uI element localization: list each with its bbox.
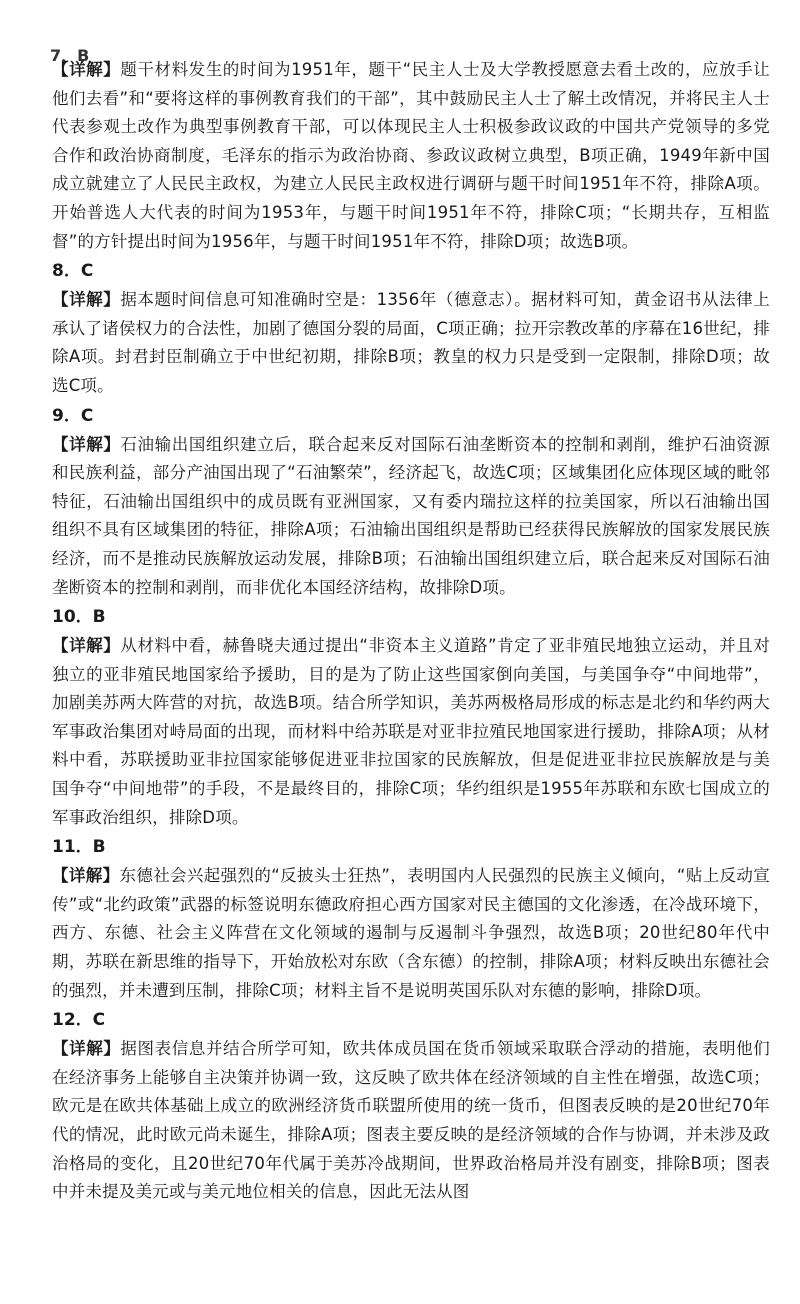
answer-item-11 bbox=[52, 832, 770, 1005]
answer-item-10 bbox=[52, 602, 770, 832]
answer-item-9 bbox=[52, 401, 770, 603]
explanation-paragraph bbox=[52, 286, 770, 400]
answer-item-12 bbox=[52, 1005, 770, 1207]
explanation-text: 东德社会兴起强烈的“反披头士狂热”，表明国内人民强烈的民族主义倾向，“贴上反动宣传”或“北约政策”武器的标签说明东德政府担心西方国家对民主德国的文化渗透，在冷战环境下，西方、东德、社会主义阵营在文化领域的遏制与反遏制斗争强烈，故选B项；20世纪80年代中期，苏联在新思维的指导下，开始放松对东欧（含东德）的控制，排除A项；材料反映出东德社会的强烈，并未遭到压制，排除C项；材料主旨不是说明英国乐队对东德的影响，排除D项。 bbox=[52, 866, 770, 1000]
answer-item-7 bbox=[52, 56, 770, 256]
explanation-tag: 【详解】 bbox=[52, 636, 121, 656]
explanation-paragraph bbox=[52, 56, 770, 256]
answer-item-8 bbox=[52, 256, 770, 400]
question-number: 8．C bbox=[52, 261, 94, 282]
explanation-paragraph bbox=[52, 862, 770, 1005]
explanation-text: 据本题时间信息可知准确时空是：1356年（德意志）。据材料可知，黄金诏书从法律上承认了诸侯权力的合法性，加剧了德国分裂的局面，C项正确；拉开宗教改革的序幕在16世纪，排除A项。封君封臣制确立于中世纪初期，排除B项；教皇的权力只是受到一定限制，排除D项；故选C项。 bbox=[52, 290, 770, 395]
explanation-tag: 【详解】 bbox=[52, 290, 121, 310]
question-number: 11．B bbox=[52, 837, 106, 858]
question-number: 9．C bbox=[52, 405, 94, 426]
explanation-text: 题干材料发生的时间为1951年，题干“民主人士及大学教授愿意去看土改的，应放手让他们去看”和“要将这样的事例教育我们的干部”，其中鼓励民主人士了解土改情况，并将民主人士代表参观土改作为典型事例教育干部，可以体现民主人士积极参政议政的中国共产党领导的多党合作和政治协商制度，毛泽东的指示为政治协商、参政议政树立典型，B项正确，1949年新中国成立就建立了人民民主政权，为建立人民民主政权进行调研与题干时间1951年不符，排除A项。开始普选人大代表的时间为1953年，与题干时间1951年不符，排除C项；“长期共存，互相监督”的方针提出时间为1956年，与题干时间1951年不符，排除D项；故选B项。 bbox=[52, 60, 770, 251]
explanation-tag: 【详解】 bbox=[52, 434, 121, 454]
explanation-text: 石油输出国组织建立后，联合起来反对国际石油垄断资本的控制和剥削，维护石油资源和民族利益，部分产油国出现了“石油繁荣”，经济起飞，故选C项；区域集团化应体现区域的毗邻特征，石油输出国组织中的成员既有亚洲国家，又有委内瑞拉这样的拉美国家，所以石油输出国组织不具有区域集团的特征，排除A项；石油输出国组织是帮助已经获得民族解放的国家发展民族经济，而不是推动民族解放运动发展，排除B项；石油输出国组织建立后，联合起来反对国际石油垄断资本的控制和剥削，而非优化本国经济结构，故排除D项。 bbox=[52, 434, 770, 597]
question-number: 10．B bbox=[52, 607, 106, 628]
question-number-fragment: 7．B bbox=[50, 46, 90, 65]
explanation-tag: 【详解】 bbox=[52, 1039, 121, 1059]
explanation-paragraph bbox=[52, 431, 770, 603]
explanation-text: 从材料中看，赫鲁晓夫通过提出“非资本主义道路”肯定了亚非殖民地独立运动，并且对独立的亚非殖民地国家给予援助，目的是为了防止这些国家倒向美国，与美国争夺“中间地带”，加剧美苏两大阵营的对抗，故选B项。结合所学知识，美苏两极格局形成的标志是北约和华约两大军事政治集团对峙局面的出现，而材料中给苏联是对亚非拉殖民地国家进行援助，排除A项；从材料中看，苏联援助亚非拉国家能够促进亚非拉国家的民族解放，但是促进亚非拉民族解放是与美国争夺“中间地带”的手段，不是最终目的，排除C项；华约组织是1955年苏联和东欧七国成立的军事政治组织，排除D项。 bbox=[52, 636, 770, 827]
explanation-paragraph bbox=[52, 632, 770, 832]
question-number: 12．C bbox=[52, 1010, 106, 1031]
explanation-text: 据图表信息并结合所学可知，欧共体成员国在货币领域采取联合浮动的措施，表明他们在经济事务上能够自主决策并协调一致，这反映了欧共体在经济领域的自主性在增强，故选C项；欧元是在欧共体基础上成立的欧洲经济货币联盟所使用的统一货币，但图表反映的是20世纪70年代的情况，此时欧元尚未诞生，排除A项；图表主要反映的是经济领域的合作与协调，并未涉及政治格局的变化，且20世纪70年代属于美苏冷战期间，世界政治格局并没有剧变，排除B项；图表中并未提及美元或与美元地位相关的信息，因此无法从图 bbox=[52, 1039, 770, 1202]
explanation-paragraph bbox=[52, 1035, 770, 1207]
explanation-tag: 【详解】 bbox=[52, 60, 121, 79]
explanation-tag: 【详解】 bbox=[52, 866, 120, 886]
